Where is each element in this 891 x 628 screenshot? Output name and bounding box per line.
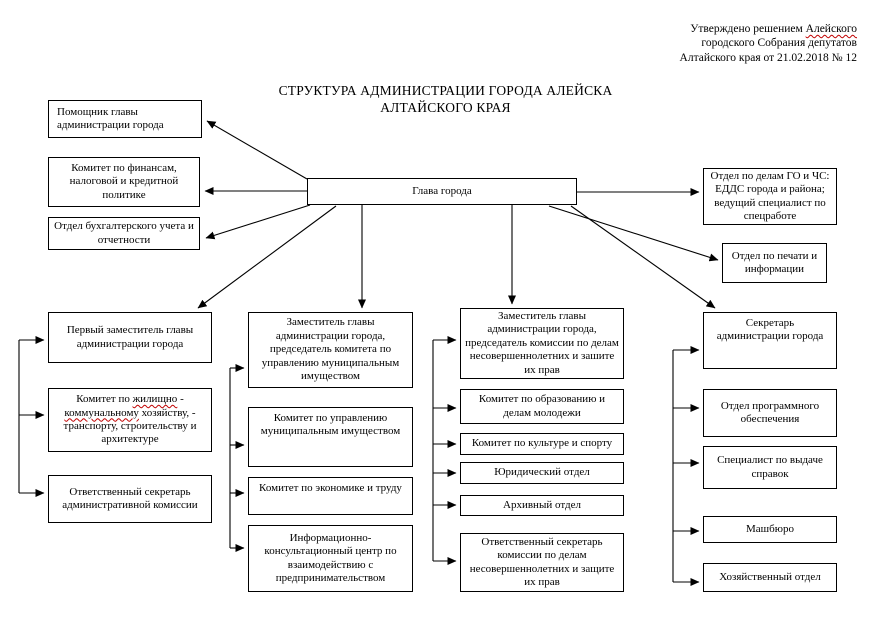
node-education-committee [460, 389, 624, 424]
node-property-committee-label: Комитет по управлению муниципальным имуществом [260, 412, 401, 438]
node-city-administration-secretary-label: Секретарь администрации города [716, 317, 824, 343]
node-household-dept-label: Хозяйственный отдел [719, 570, 821, 583]
node-info-consulting-center [248, 525, 413, 592]
node-press-dept-label: Отдел по печати и информации [731, 249, 818, 275]
arrow-head-to-first-deputy [198, 206, 336, 308]
node-head-of-city [307, 178, 577, 205]
node-civil-defense-dept [703, 168, 837, 225]
node-city-administration-secretary [703, 312, 837, 369]
housing-label-part2: - [177, 393, 184, 406]
node-minors-commission-secretary-label: Ответственный секретарь комиссии по делам несовершеннолетних и защите их прав [469, 535, 615, 588]
node-head-of-city-label: Глава города [412, 184, 472, 197]
node-accounting-dept [48, 217, 200, 250]
node-finance-committee [48, 157, 200, 207]
page-title-line-2: АЛТАЙСКОГО КРАЯ [380, 99, 511, 115]
node-property-committee [248, 407, 413, 467]
housing-label-flagged2: коммунальному [64, 406, 139, 419]
approval-line-2: городского Собрания депутатов [701, 37, 857, 50]
node-software-dept [703, 389, 837, 437]
node-legal-dept [460, 462, 624, 484]
node-first-deputy [48, 312, 212, 363]
arrow-head-to-accounting [206, 205, 310, 238]
node-accounting-dept-label: Отдел бухгалтерского учета и отчетности [54, 220, 194, 246]
arrow-head-to-press [549, 206, 718, 260]
housing-label-part1: Комитет по [76, 393, 133, 406]
node-press-dept [722, 243, 827, 283]
node-minors-commission-secretary [460, 533, 624, 592]
node-deputy-property [248, 312, 413, 388]
node-deputy-minors-commission-label: Заместитель главы администрации города, председатель комиссии по делам несовершеннолетних и зашите их прав [465, 309, 619, 376]
node-culture-sport-committee [460, 433, 624, 455]
node-typing-bureau [703, 516, 837, 543]
node-software-dept-label: Отдел программного обеспечения [720, 399, 820, 425]
approval-line-1 [577, 22, 857, 36]
page-title-line-1: СТРУКТУРА АДМИНИСТРАЦИИ ГОРОДА АЛЕЙСКА [278, 83, 613, 98]
node-admin-commission-secretary [48, 475, 212, 523]
node-archive-dept [460, 495, 624, 516]
arrow-head-to-assistant [207, 121, 307, 179]
node-household-dept [703, 563, 837, 592]
node-archive-dept-label: Архивный отдел [503, 498, 581, 511]
approval-line1-prefix: Утверждено решением [690, 23, 806, 35]
node-finance-committee-label: Комитет по финансам, налоговой и кредитной политике [69, 161, 179, 201]
node-admin-commission-secretary-label: Ответственный секретарь административной комиссии [62, 485, 198, 511]
node-economy-committee [248, 477, 413, 515]
node-culture-sport-committee-label: Комитет по культуре и спорту [471, 437, 613, 450]
approval-line-3: Алтайского края от 21.02.2018 № 12 [679, 51, 857, 64]
node-housing-committee-label [53, 393, 207, 447]
node-first-deputy-label: Первый заместитель главы администрации города [66, 324, 194, 350]
node-certificates-specialist-label: Специалист по выдаче справок [717, 454, 823, 480]
node-assistant [48, 100, 202, 138]
approval-note [577, 22, 857, 65]
node-certificates-specialist [703, 446, 837, 489]
node-legal-dept-label: Юридический отдел [494, 466, 590, 479]
node-housing-committee [48, 388, 212, 452]
housing-label-flagged1: жилищно [132, 393, 178, 406]
node-education-committee-label: Комитет по образованию и делам молодежи [478, 393, 606, 419]
node-assistant-label: Помощник главы администрации города [57, 105, 164, 131]
housing-label-part3: хозяйству, - транспорту, строительству и архитектуре [63, 406, 197, 446]
node-deputy-property-label: Заместитель главы администрации города, председатель комитета по управлению муниципальным имуществом [261, 316, 400, 383]
node-deputy-minors-commission [460, 308, 624, 379]
node-economy-committee-label: Комитет по экономике и труду [259, 482, 402, 494]
arrow-head-to-city-secretary [571, 206, 715, 308]
node-civil-defense-dept-label: Отдел по делам ГО и ЧС: ЕДДС города и района; ведущий специалист по спецработе [710, 169, 830, 222]
node-typing-bureau-label: Машбюро [746, 522, 794, 535]
approval-line1-flagged-word: Алейского [805, 23, 857, 35]
node-info-consulting-center-label: Информационно-консультационный центр по взаимодействию с предпринимательством [264, 531, 397, 584]
